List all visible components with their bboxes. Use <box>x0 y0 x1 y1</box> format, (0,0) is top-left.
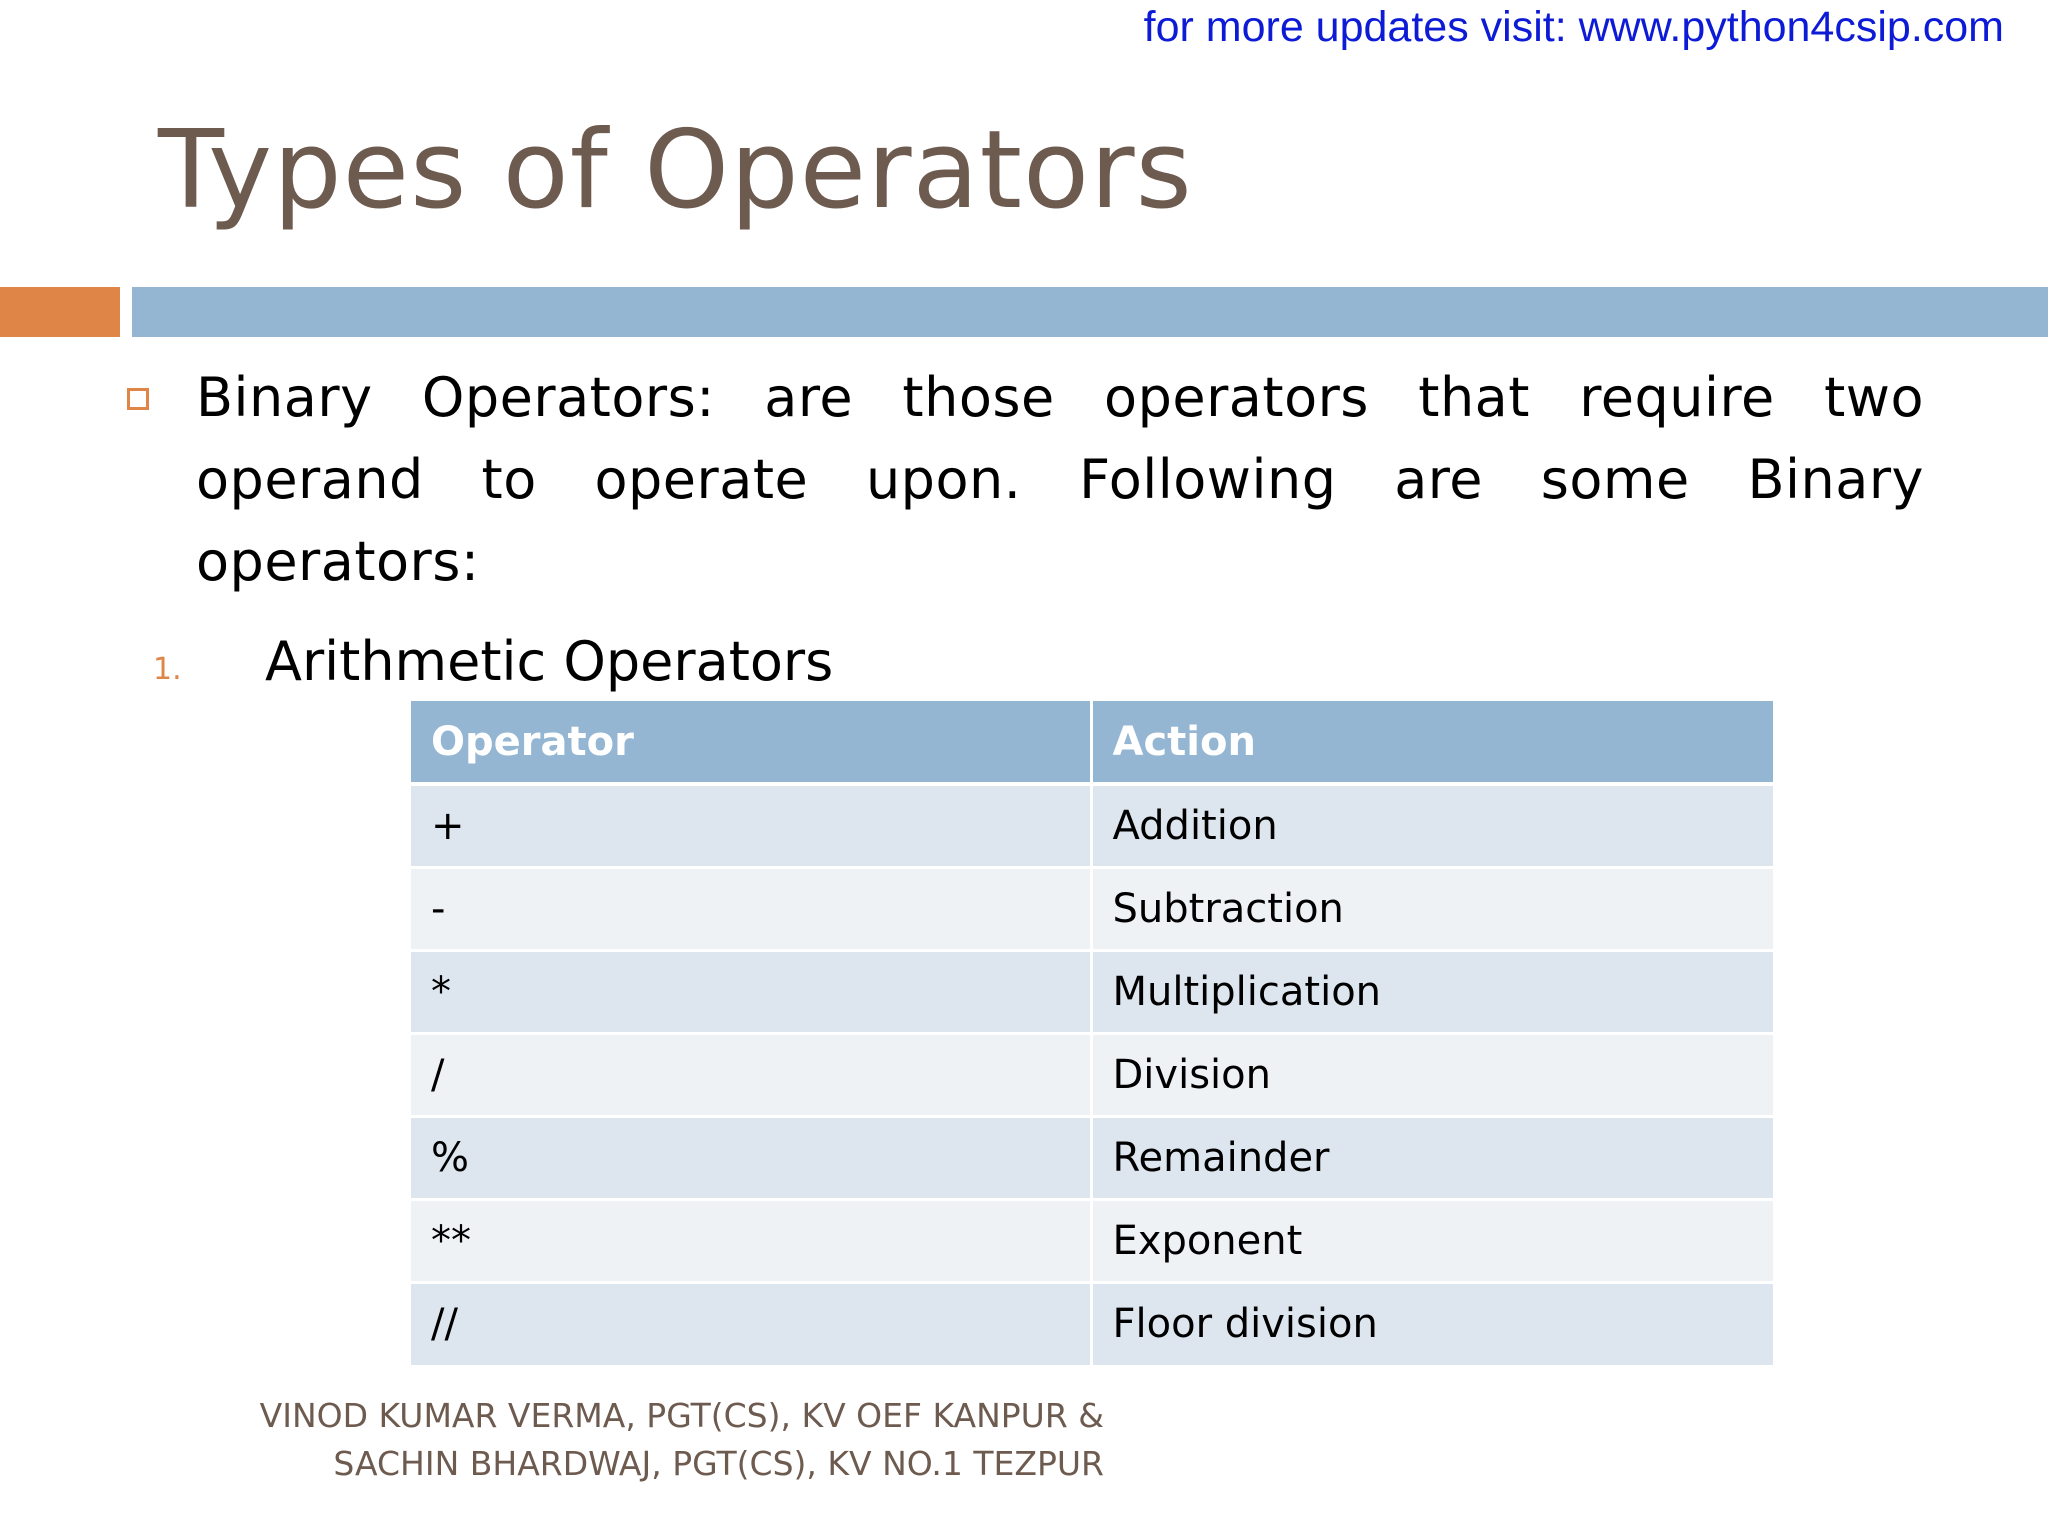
header-action: Action <box>1091 701 1773 784</box>
operators-table <box>411 701 1773 1365</box>
table-row <box>411 1199 1773 1282</box>
operator-cell: % <box>411 1116 1091 1199</box>
action-cell: Multiplication <box>1091 950 1773 1033</box>
table-row <box>411 1033 1773 1116</box>
operator-cell: ** <box>411 1199 1091 1282</box>
title-underline-bar <box>132 287 2048 337</box>
action-cell: Remainder <box>1091 1116 1773 1199</box>
footer-line-2: SACHIN BHARDWAJ, PGT(CS), KV NO.1 TEZPUR <box>333 1444 1104 1483</box>
footer-credits <box>200 1392 1104 1488</box>
action-cell: Subtraction <box>1091 867 1773 950</box>
operator-cell: // <box>411 1282 1091 1365</box>
table-row <box>411 1282 1773 1365</box>
slide-title: Types of Operators <box>158 108 1193 233</box>
list-number: 1. <box>153 652 182 687</box>
table-row <box>411 1116 1773 1199</box>
bullet-text: Binary Operators: are those operators that require two operand to operate upon. Following are some Binary operators: <box>196 366 1924 593</box>
table-row <box>411 950 1773 1033</box>
footer-line-1: VINOD KUMAR VERMA, PGT(CS), KV OEF KANPUR & <box>259 1396 1104 1435</box>
table-header-row <box>411 701 1773 784</box>
operator-cell: * <box>411 950 1091 1033</box>
list-heading: Arithmetic Operators <box>265 630 834 693</box>
table-row <box>411 784 1773 867</box>
action-cell: Addition <box>1091 784 1773 867</box>
operator-cell: - <box>411 867 1091 950</box>
table-row <box>411 867 1773 950</box>
operator-cell: / <box>411 1033 1091 1116</box>
header-operator: Operator <box>411 701 1091 784</box>
action-cell: Division <box>1091 1033 1773 1116</box>
accent-bar <box>0 287 120 337</box>
action-cell: Floor division <box>1091 1282 1773 1365</box>
update-banner: for more updates visit: www.python4csip.com <box>1143 3 2004 51</box>
operator-cell: + <box>411 784 1091 867</box>
square-bullet-icon <box>127 388 149 410</box>
action-cell: Exponent <box>1091 1199 1773 1282</box>
